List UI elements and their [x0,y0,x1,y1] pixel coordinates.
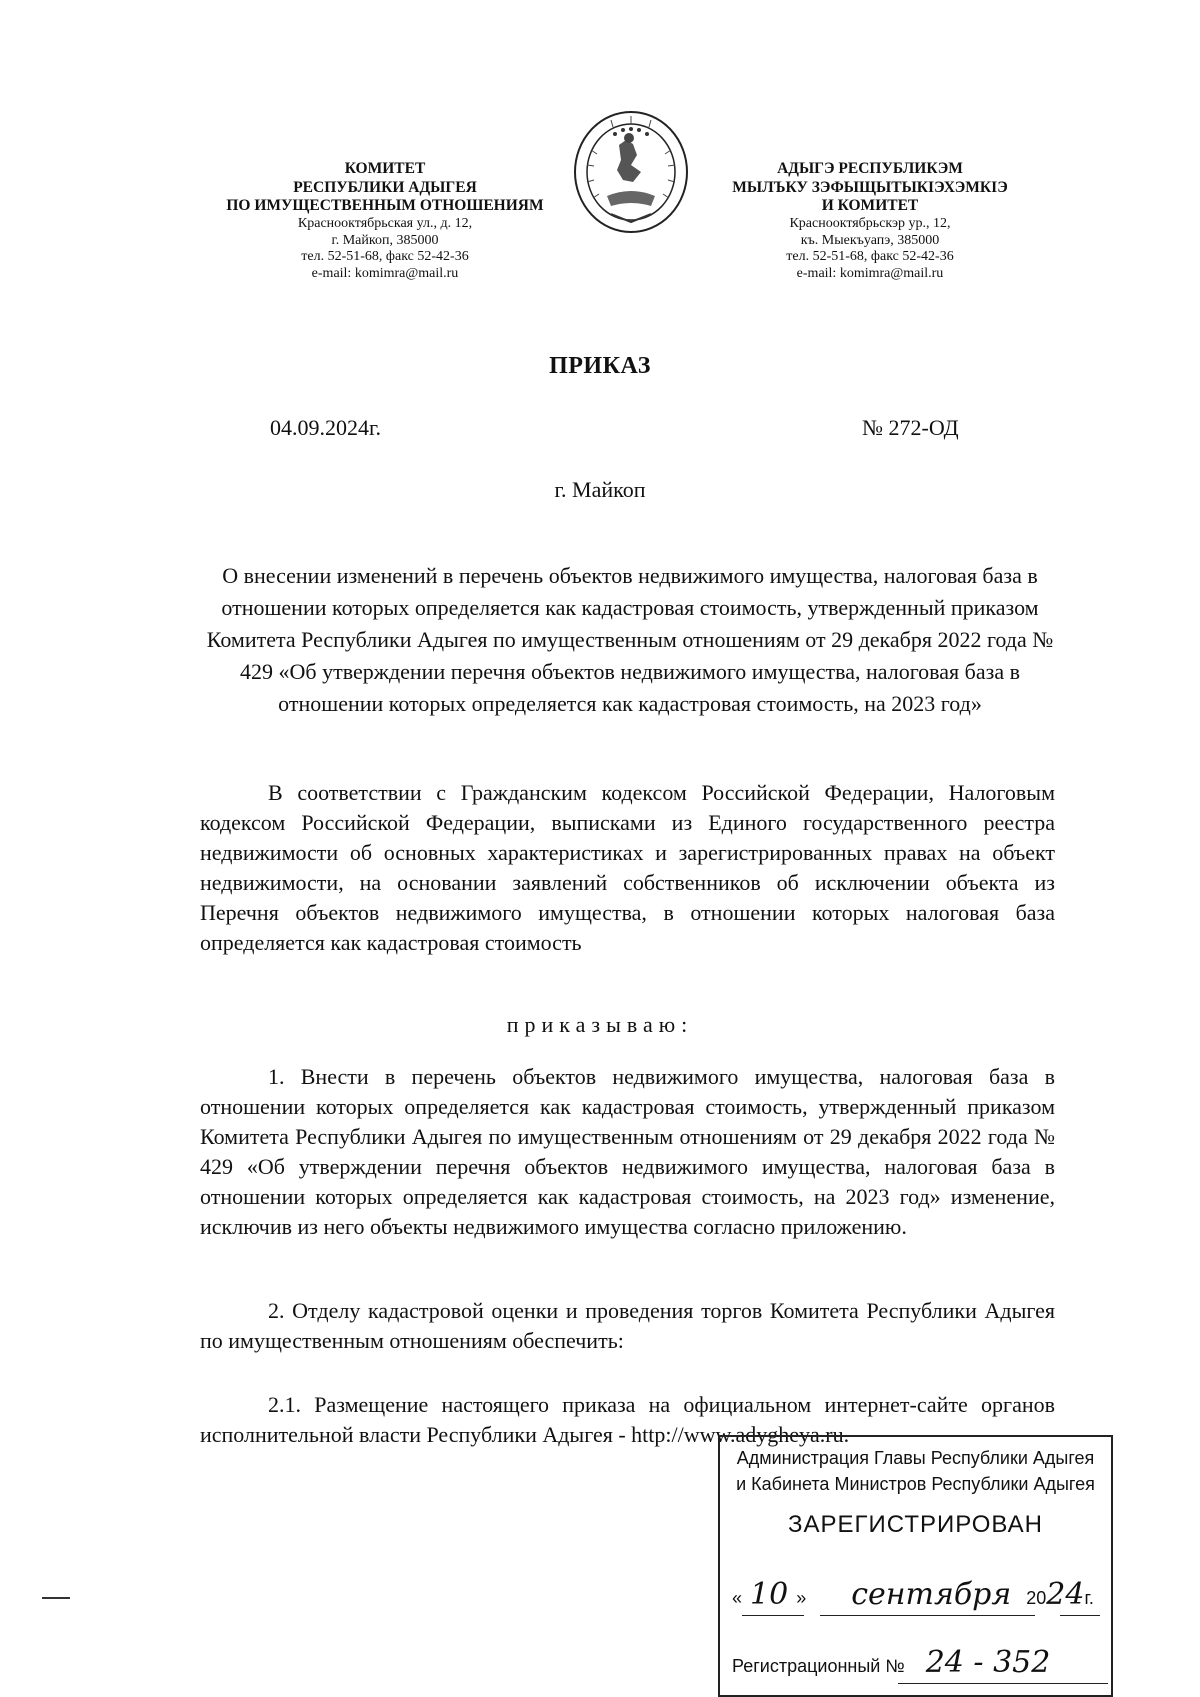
order-word: приказываю: [506,1012,694,1037]
org-name-line: МЫЛЪКУ ЗЭФЫЩЫТЫКIЭХЭМКIЭ [732,178,1008,196]
header-left [195,160,575,283]
stamp-registered-label: ЗАРЕГИСТРИРОВАН [788,1511,1043,1538]
stamp-open-quote: « [732,1588,743,1608]
item-2-paragraph: 2. Отделу кадастровой оценки и проведения торгов Комитета Республики Адыгея по имущественным отношениям обеспечить: [200,1298,1055,1353]
stamp-year-suffix: 24 [1046,1577,1085,1612]
stamp-date [732,1577,1102,1612]
address-line: къ. Мыекъуапэ, 385000 [800,232,940,248]
address-line: тел. 52-51-68, факс 52-42-36 [786,249,954,265]
org-name-line: КОМИТЕТ [344,160,426,177]
emblem-icon [571,110,691,240]
coat-of-arms-emblem [571,110,691,240]
preamble-paragraph: В соответствии с Гражданским кодексом Российской Федерации, Налоговым кодексом Российской Федерации, выписками из Единого государственного реестра недвижимости об основных характеристиках и зарегистрированных правах на объект недвижимости, на основании заявлений собственников об исключении объекта из Перечня объектов недвижимого имущества, в отношении которых налоговая база определяется как кадастровая стоимость [200,780,1055,955]
org-name-line: ПО ИМУЩЕСТВЕННЫМ ОТНОШЕНИЯМ [226,197,544,215]
document-date: 04.09.2024г. [270,415,382,440]
address-line: e-mail: komimra@mail.ru [311,266,459,282]
stamp-year-prefix: 20 [1026,1588,1047,1608]
address-line: г. Майкоп, 385000 [331,232,439,248]
registration-stamp [718,1435,1113,1697]
org-name-line: РЕСПУБЛИКИ АДЫГЕЯ [293,178,477,196]
stamp-month: сентября [851,1577,1012,1612]
header-right [700,160,1040,283]
item-2-1-paragraph: 2.1. Размещение настоящего приказа на официальном интернет-сайте органов исполнительной власти Республики Адыгея - http://www.adygheya.ru. [200,1392,1055,1447]
stamp-day-underline [742,1615,804,1616]
org-name-line: И КОМИТЕТ [821,197,919,215]
address-line: Краснооктябрьскэр ур., 12, [789,215,951,231]
item-1-paragraph: 1. Внести в перечень объектов недвижимого имущества, налоговая база в отношении которых определяется как кадастровая стоимость, утвержденный приказом Комитета Республики Адыгея по имущественным отношениям от 29 декабря 2022 года № 429 «Об утверждении перечня объектов недвижимого имущества, налоговая база в отношении которых определяется как кадастровая стоимость, на 2023 год» изменение, исключив из него объекты недвижимого имущества согласно приложению. [200,1064,1055,1239]
org-name-line: АДЫГЭ РЕСПУБЛИКЭМ [777,160,963,177]
address-line: Краснооктябрьская ул., д. 12, [297,215,473,231]
stamp-close-quote: » [796,1588,807,1608]
stamp-reg-label: Регистрационный № [732,1656,905,1676]
document-subject: О внесении изменений в перечень объектов недвижимого имущества, налоговая база в отношении которых определяется как кадастровая стоимость, утвержденный приказом Комитета Республики Адыгея по имущественным отношениям от 29 декабря 2022 года № 429 «Об утверждении перечня объектов недвижимого имущества, налоговая база в отношении которых определяется как кадастровая стоимость, на 2023 год» [206,563,1054,716]
document-number: № 272-ОД [862,415,959,440]
stamp-month-underline [820,1615,1035,1616]
stamp-reg-underline [898,1683,1108,1684]
stamp-org-line: и Кабинета Министров Республики Адыгея [736,1474,1095,1494]
stamp-reg-value: 24 - 352 [925,1645,1051,1680]
address-line: e-mail: komimra@mail.ru [796,266,944,282]
address-line: тел. 52-51-68, факс 52-42-36 [301,249,469,265]
document-title: ПРИКАЗ [549,353,651,379]
stamp-reg-number [732,1645,1112,1680]
stamp-year-underline [1060,1615,1100,1616]
document-city: г. Майкоп [554,477,646,502]
margin-dash [42,1597,70,1599]
stamp-day: 10 [750,1577,789,1612]
stamp-year-g: г. [1084,1588,1094,1608]
stamp-org-line: Администрация Главы Республики Адыгея [736,1448,1095,1468]
